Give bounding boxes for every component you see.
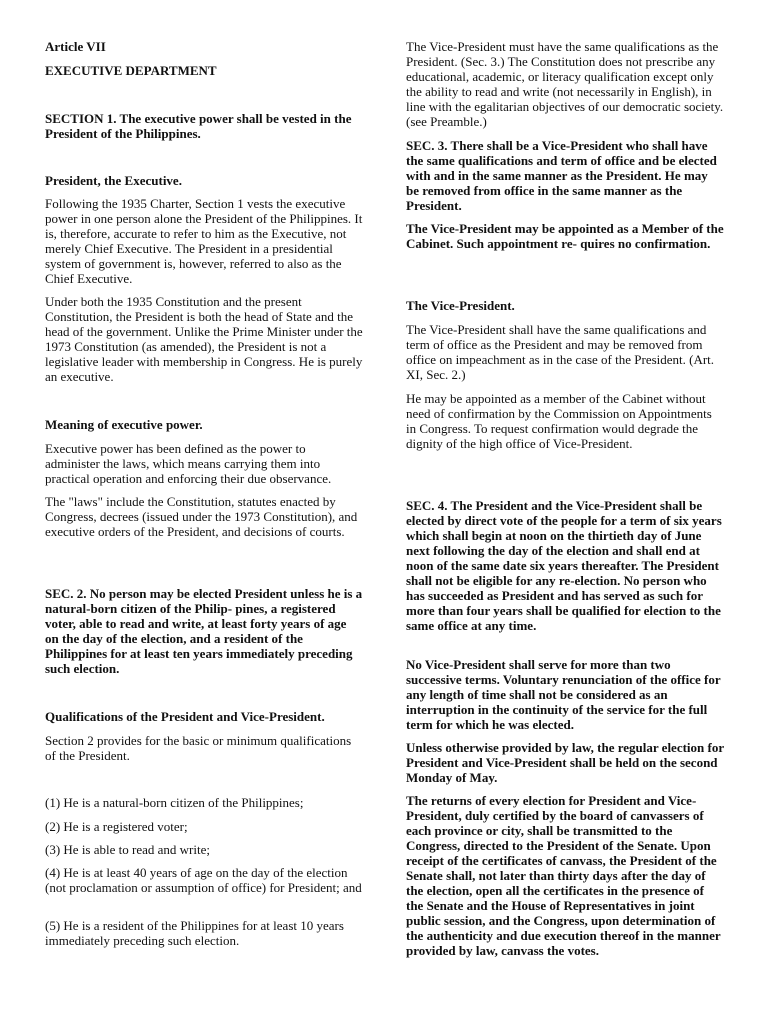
president-executive-paragraph-2: Under both the 1935 Constitution and the present Constitution, the President is both the head of State and the head of the government. Unlike the Prime Minister under the 1973 Constitution (as amended), the President is not a legislative leader with membership in Congress. He is purely an executive. [45, 294, 363, 384]
qualification-item-2: (2) He is a registered voter; [45, 819, 188, 834]
qualifications-heading: Qualifications of the President and Vice-President. [45, 709, 325, 724]
section-4-text: SEC. 4. The President and the Vice-President shall be elected by direct vote of the people for a term of six years which shall begin at noon on the thirtieth day of June next following the day of the election and shall end at noon of the same date six years thereafter. The President shall not be eligible for any re-election. No person who has succeeded as President and has served as such for more than four years shall be qualified for election to the same office at any time. [406, 498, 722, 633]
section-3-cabinet-text: The Vice-President may be appointed as a Member of the Cabinet. Such appointment re- quires no confirmation. [406, 221, 724, 251]
meaning-paragraph-1: Executive power has been defined as the power to administer the laws, which means carrying them into practical operation and enforcing their due observance. [45, 441, 332, 486]
qualification-item-3: (3) He is able to read and write; [45, 842, 210, 857]
section-4-terms-text: No Vice-President shall serve for more than two successive terms. Voluntary renunciation of the office for any length of time shall not be considered as an interruption in the continuity of the service for the full term for which he was elected. [406, 657, 721, 732]
qualifications-paragraph: Section 2 provides for the basic or minimum qualifications of the President. [45, 733, 352, 763]
qualification-item-5: (5) He is a resident of the Philippines for at least 10 years immediately preceding such election. [45, 918, 344, 948]
vice-president-heading: The Vice-President. [406, 298, 515, 313]
president-executive-heading: President, the Executive. [45, 173, 182, 188]
qualification-item-1: (1) He is a natural-born citizen of the Philippines; [45, 795, 304, 810]
section-2-text: SEC. 2. No person may be elected President unless he is a natural-born citizen of the Philip- pines, a registered voter, able to read and write, at least forty years of age on the day of the election, and a resident of the Philippines for at least ten years immediately preceding such election. [45, 586, 363, 676]
section-4-election-date-text: Unless otherwise provided by law, the regular election for President and Vice-President shall be held on the second Monday of May. [406, 740, 724, 785]
vice-president-qualifications-paragraph: The Vice-President must have the same qualifications as the President. (Sec. 3.) The Constitution does not prescribe any educational, academic, or literacy qualification except only the ability to read and write (not necessarily in English), in line with the egalitarian objectives of our democratic society. (see Preamble.) [406, 39, 724, 129]
meaning-executive-power-heading: Meaning of executive power. [45, 417, 203, 432]
section-4-canvass-text: The returns of every election for President and Vice-President, duly certified by the board of canvassers of each province or city, shall be transmitted to the Congress, directed to the President of the Senate. Upon receipt of the certificates of canvass, the President of the Senate shall, not later than thirty days after the day of the election, open all the certificates in the presence of the Senate and the House of Representatives in joint public session, and the Congress, upon determination of the authenticity and due execution thereof in the manner provided by law, canvass the votes. [406, 793, 721, 958]
meaning-paragraph-2: The "laws" include the Constitution, statutes enacted by Congress, decrees (issued under the 1973 Constitution), and executive orders of the President, and decisions of courts. [45, 494, 358, 539]
vice-president-paragraph-2: He may be appointed as a member of the Cabinet without need of confirmation by the Commission on Appointments in Congress. To request confirmation would degrade the dignity of the high office of Vice-President. [406, 391, 712, 451]
department-heading: EXECUTIVE DEPARTMENT [45, 63, 217, 78]
president-executive-paragraph-1: Following the 1935 Charter, Section 1 vests the executive power in one person alone the President of the Philippines. It is, therefore, accurate to refer to him as the Executive, not merely Chief Executive. The President in a presidential system of government is, however, referred to also as the Chief Executive. [45, 196, 363, 286]
article-heading: Article VII [45, 39, 106, 54]
section-3-text: SEC. 3. There shall be a Vice-President who shall have the same qualifications and term of office and be elected with and in the same manner as the President. He may be removed from office in the same manner as the President. [406, 138, 717, 213]
qualification-item-4: (4) He is at least 40 years of age on the day of the election (not proclamation or assumption of office) for President; and [45, 865, 362, 895]
vice-president-paragraph-1: The Vice-President shall have the same qualifications and term of office as the President and may be removed from office on impeachment as in the case of the President. (Art. XI, Sec. 2.) [406, 322, 715, 382]
section-1-text: SECTION 1. The executive power shall be vested in the President of the Philippines. [45, 111, 352, 141]
